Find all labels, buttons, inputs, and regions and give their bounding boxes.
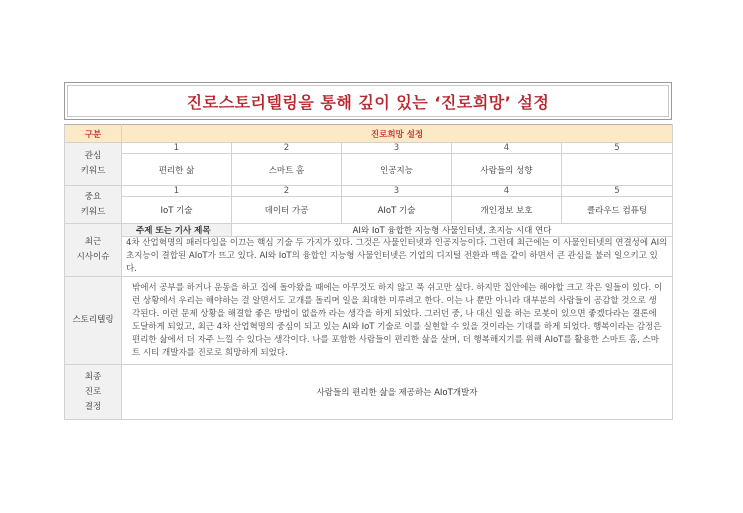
interest-number: 5 [562, 143, 673, 154]
important-label: 중요 키워드 [65, 186, 122, 224]
issue-caption: 주제 또는 기사 제목 [122, 224, 232, 237]
career-table [64, 124, 673, 420]
important-keyword: 데이터 가공 [232, 197, 342, 224]
page-title: 진로스토리텔링을 통해 깊이 있는 ‘진로희망’ 설정 [186, 92, 550, 112]
interest-number: 3 [342, 143, 452, 154]
category-header: 구분 [65, 125, 122, 143]
important-keyword: IoT 기술 [122, 197, 232, 224]
important-keyword: AIoT 기술 [342, 197, 452, 224]
title-box [64, 82, 672, 120]
interest-label: 관심 키워드 [65, 143, 122, 186]
important-number: 2 [232, 186, 342, 197]
story-label: 스토리텔링 [65, 277, 122, 365]
important-keyword: 클라우드 컴퓨팅 [562, 197, 673, 224]
interest-keyword: 인공지능 [342, 154, 452, 186]
interest-keyword [562, 154, 673, 186]
interest-keyword: 편리한 삶 [122, 154, 232, 186]
final-career: 사람들의 편리한 삶을 제공하는 AIoT개발자 [122, 365, 673, 420]
final-label: 최종 진로 결정 [65, 365, 122, 420]
issue-label: 최근 시사이슈 [65, 224, 122, 277]
important-number: 3 [342, 186, 452, 197]
important-keyword: 개인정보 보호 [452, 197, 562, 224]
important-number: 4 [452, 186, 562, 197]
interest-number: 1 [122, 143, 232, 154]
issue-body: 4차 산업혁명의 패러다임을 이끄는 핵심 기술 두 가지가 있다. 그것은 사물인터넷과 인공지능이다. 그런데 최근에는 이 사물인터넷의 연결성에 AI의 초지능이 결합된 AIoT가 뜨고 있다. AI와 IoT의 융합인 지능형 사물인터넷은 기업의 디지털 전환과 맥을 같이 하면서 큰 관심을 불러 일으키고 있다. [122, 237, 673, 277]
issue-headline: AI와 IoT 융합한 지능형 사물인터넷, 초지능 시대 연다 [232, 224, 673, 237]
interest-number: 2 [232, 143, 342, 154]
important-number: 5 [562, 186, 673, 197]
interest-keyword: 스마트 홈 [232, 154, 342, 186]
plan-header: 진로희망 설정 [122, 125, 673, 143]
story-body: 밖에서 공부를 하거나 운동을 하고 집에 돌아왔을 때에는 아무것도 하지 않고 푹 쉬고만 싶다. 하지만 집안에는 해야할 크고 작은 일들이 있다. 이런 상황에서 우리는 해야하는 걸 알면서도 고개를 돌리며 일을 최대한 미루려고 한다. 이는 나 뿐만 아니라 대부분의 사람들이 공감할 것으로 생각된다. 이런 문제 상황을 해결할 좋은 방법이 없을까 라는 생각을 하게 되었다. 그러던 중, 나 대신 일을 하는 로봇이 있으면 좋겠다라는 결론에 도달하게 되었고, 최근 4차 산업혁명의 중심이 되고 있는 AI와 IoT 기술로 이를 실현할 수 있을 것이라는 기대를 하게 되었다. 행복이라는 감정은 편리한 삶에서 더 자주 느낄 수 있다는 생각이다. 나를 포함한 사람들이 편리한 삶을 살며, 더 행복해지기를 위해 AIoT를 활용한 스마트 홈, 스마트 시티 개발자를 진로로 희망하게 되었다. [122, 277, 673, 365]
important-number: 1 [122, 186, 232, 197]
interest-number: 4 [452, 143, 562, 154]
interest-keyword: 사람들의 성향 [452, 154, 562, 186]
